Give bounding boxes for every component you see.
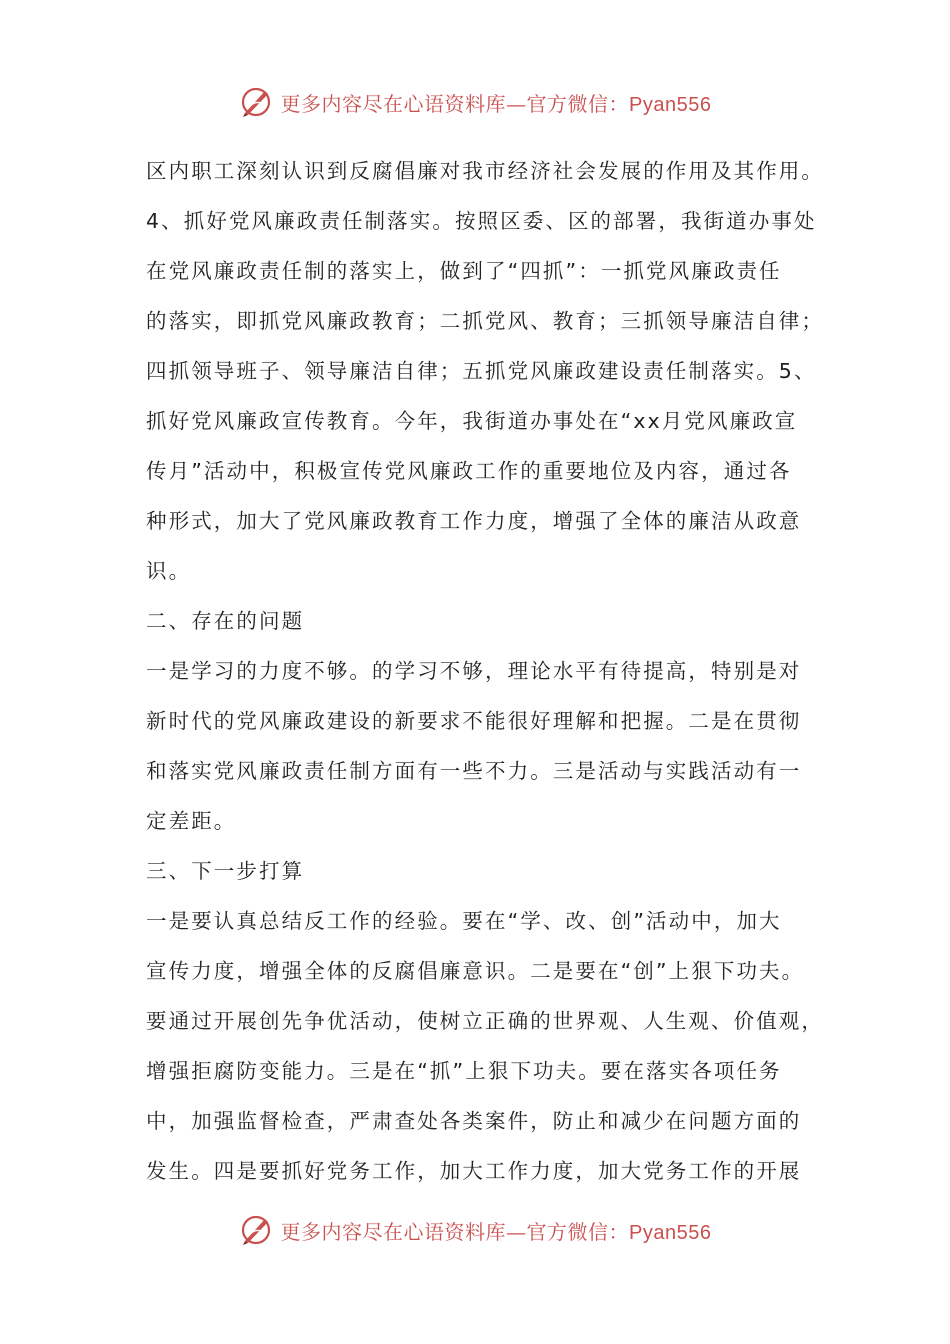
text-line: 4、抓好党风廉政责任制落实。按照区委、区的部署，我街道办事处 xyxy=(146,209,817,233)
text-line: 一是要认真总结反工作的经验。要在“学、改、创”活动中，加大 xyxy=(146,909,782,933)
pen-logo-icon xyxy=(239,1213,273,1247)
watermark-wechat-id: Pyan556 xyxy=(629,93,712,116)
footer-watermark xyxy=(0,1210,950,1250)
text-line: 抓好党风廉政宣传教育。今年，我街道办事处在“xx月党风廉政宣 xyxy=(146,409,798,433)
text-line: 要通过开展创先争优活动，使树立正确的世界观、人生观、价值观， xyxy=(146,1009,824,1033)
text-line: 和落实党风廉政责任制方面有一些不力。三是活动与实践活动有一 xyxy=(146,759,802,783)
text-line: 一是学习的力度不够。的学习不够，理论水平有待提高，特别是对 xyxy=(146,659,802,683)
text-line: 识。 xyxy=(146,559,192,583)
watermark-text: 更多内容尽在心语资料库—官方微信：Pyan556 xyxy=(280,1219,712,1244)
text-line: 的落实，即抓党风廉政教育；二抓党风、教育；三抓领导廉洁自律； xyxy=(146,309,824,333)
document-body xyxy=(146,146,826,1196)
section-heading: 二、存在的问题 xyxy=(146,609,305,633)
section-heading: 三、下一步打算 xyxy=(146,859,305,883)
watermark-wechat-id: Pyan556 xyxy=(629,1221,712,1244)
pen-logo-icon xyxy=(239,85,273,119)
text-line: 中，加强监督检查，严肃查处各类案件，防止和减少在问题方面的 xyxy=(146,1109,802,1133)
text-line: 种形式，加大了党风廉政教育工作力度，增强了全体的廉洁从政意 xyxy=(146,509,802,533)
text-line: 新时代的党风廉政建设的新要求不能很好理解和把握。二是在贯彻 xyxy=(146,709,802,733)
text-line: 区内职工深刻认识到反腐倡廉对我市经济社会发展的作用及其作用。 xyxy=(146,159,824,183)
header-watermark xyxy=(0,82,950,122)
text-line: 增强拒腐防变能力。三是在“抓”上狠下功夫。要在落实各项任务 xyxy=(146,1059,782,1083)
text-line: 在党风廉政责任制的落实上，做到了“四抓”：一抓党风廉政责任 xyxy=(146,259,782,283)
text-line: 宣传力度，增强全体的反腐倡廉意识。二是要在“创”上狠下功夫。 xyxy=(146,959,805,983)
text-line: 发生。四是要抓好党务工作，加大工作力度，加大党务工作的开展 xyxy=(146,1159,802,1183)
watermark-text: 更多内容尽在心语资料库—官方微信：Pyan556 xyxy=(280,91,712,116)
text-line: 四抓领导班子、领导廉洁自律；五抓党风廉政建设责任制落实。5、 xyxy=(146,359,817,383)
text-line: 定差距。 xyxy=(146,809,237,833)
text-line: 传月”活动中，积极宣传党风廉政工作的重要地位及内容，通过各 xyxy=(146,459,792,483)
